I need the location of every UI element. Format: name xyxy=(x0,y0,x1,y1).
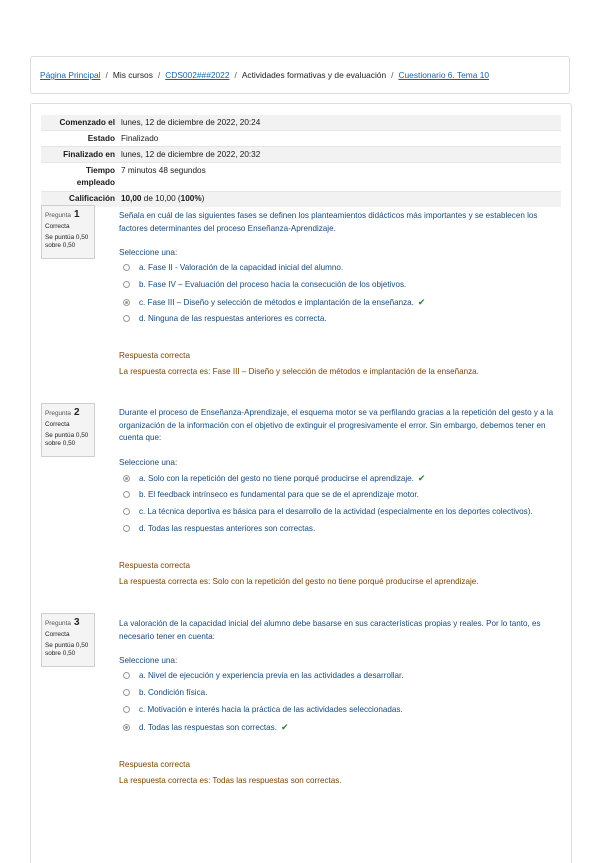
summary-row-started xyxy=(41,115,561,131)
answer-label: c. La técnica deportiva es básica para el desarrollo de la actividad (especialmente en los deportes colectivos). xyxy=(139,507,533,516)
summary-label: Comenzado el xyxy=(59,117,115,127)
breadcrumb-separator: / xyxy=(157,70,161,80)
question-number xyxy=(45,408,91,419)
answer-label: c. Fase III – Diseño y selección de métodos e implantación de la enseñanza. xyxy=(139,298,414,307)
feedback-text: La respuesta correcta es: Todas las respuestas son correctas. xyxy=(119,776,342,785)
question-number-value: 2 xyxy=(73,407,80,418)
answer-prompt: Seleccione una: xyxy=(119,656,178,665)
radio-button-selected[interactable] xyxy=(123,724,130,731)
question-label: Pregunta xyxy=(45,620,71,627)
answer-label: d. Todas las respuestas son correctas. xyxy=(139,723,277,732)
question-grade xyxy=(45,432,91,449)
check-icon: ✔ xyxy=(417,473,426,483)
summary-row-grade xyxy=(41,192,561,207)
question-label: Pregunta xyxy=(45,212,71,219)
question-label: Pregunta xyxy=(45,410,71,417)
feedback-title: Respuesta correcta xyxy=(119,760,190,769)
answer-option[interactable] xyxy=(123,473,425,484)
question-number xyxy=(45,618,91,629)
question-points-max: sobre 0,50 xyxy=(45,440,76,448)
question-text: La valoración de la capacidad inicial del alumno debe basarse en sus características propias y reales. Por lo tanto, es necesario tener en cuenta: xyxy=(119,619,541,641)
answer-prompt: Seleccione una: xyxy=(119,248,178,257)
question-text: Durante el proceso de Enseñanza-Aprendizaje, el esquema motor se va perfilando gracias a la repetición del gesto y a la organización de la información con el objetivo de extinguir el progresivamente el error. Sin embargo, debemos tener en cuenta que: xyxy=(119,408,554,443)
question-state: Correcta xyxy=(45,630,70,638)
summary-label-line: empleado xyxy=(76,178,115,187)
radio-button[interactable] xyxy=(123,281,130,288)
question-points: Se puntúa 0,50 xyxy=(45,641,89,649)
question-grade xyxy=(45,642,91,659)
breadcrumb-course-link[interactable]: CDS002###2022 xyxy=(165,70,230,80)
answer-option[interactable] xyxy=(123,688,207,697)
question-state: Correcta xyxy=(45,420,70,428)
answer-label: d. Todas las respuestas anteriores son correctas. xyxy=(139,524,316,533)
grade-percent: 100% xyxy=(180,194,202,203)
summary-label: Finalizado en xyxy=(63,149,115,159)
radio-button[interactable] xyxy=(123,689,130,696)
answer-option[interactable] xyxy=(123,263,343,272)
breadcrumb-separator: / xyxy=(105,70,108,80)
grade-of: de 10,00 ( xyxy=(143,194,181,203)
answer-label: b. El feedback intrínseco es fundamental para que se de el aprendizaje motor. xyxy=(139,490,419,499)
question-points-max: sobre 0,50 xyxy=(45,242,76,250)
answer-label: b. Fase IV – Evaluación del proceso hacia la consecución de los objetivos. xyxy=(139,280,407,289)
summary-row-finished xyxy=(41,147,561,163)
breadcrumb-quiz-link[interactable]: Cuestionario 6. Tema 10 xyxy=(398,70,490,80)
summary-row-time xyxy=(41,163,561,192)
breadcrumb-section: Actividades formativas y de evaluación xyxy=(241,70,387,80)
radio-button[interactable] xyxy=(123,508,130,515)
answer-option[interactable] xyxy=(123,671,404,680)
radio-button[interactable] xyxy=(123,525,130,532)
feedback-title: Respuesta correcta xyxy=(119,561,190,570)
answer-option[interactable] xyxy=(123,524,315,533)
summary-row-state xyxy=(41,131,561,147)
summary-label xyxy=(41,163,121,191)
question-info-box xyxy=(41,205,95,259)
question-info-box xyxy=(41,613,95,667)
radio-button[interactable] xyxy=(123,491,130,498)
feedback-text: La respuesta correcta es: Solo con la repetición del gesto no tiene porqué producirse el aprendizaje. xyxy=(119,577,479,586)
question-grade xyxy=(45,234,91,251)
question-state: Correcta xyxy=(45,222,70,230)
radio-button[interactable] xyxy=(123,315,130,322)
answer-option[interactable] xyxy=(123,705,403,714)
answer-label: a. Fase II - Valoración de la capacidad inicial del alumno. xyxy=(139,263,344,272)
summary-label: Estado xyxy=(87,133,115,143)
question-text: Señala en cuál de las siguientes fases se definen los planteamientos didácticos más importantes y se establecen los factores determinantes del proceso Enseñanza-Aprendizaje. xyxy=(119,211,538,233)
question-number-value: 1 xyxy=(73,209,80,220)
radio-button[interactable] xyxy=(123,264,130,271)
breadcrumb-separator: / xyxy=(234,70,237,80)
answer-option[interactable] xyxy=(123,722,289,733)
summary-label-line: Tiempo xyxy=(86,165,115,175)
attempt-summary-table xyxy=(41,115,561,207)
breadcrumb-card xyxy=(30,56,570,94)
answer-label: a. Solo con la repetición del gesto no tiene porqué producirse el aprendizaje. xyxy=(139,474,414,483)
breadcrumb-courses: Mis cursos xyxy=(112,70,153,80)
answer-label: b. Condición física. xyxy=(139,688,208,697)
answer-option[interactable] xyxy=(123,490,419,499)
feedback-text: La respuesta correcta es: Fase III – Diseño y selección de métodos e implantación de la enseñanza. xyxy=(119,367,479,376)
check-icon: ✔ xyxy=(417,297,426,307)
question-points: Se puntúa 0,50 xyxy=(45,233,89,241)
check-icon: ✔ xyxy=(280,722,289,732)
grade-close: ) xyxy=(201,194,205,203)
question-number xyxy=(45,210,91,221)
breadcrumb xyxy=(40,70,489,80)
answer-option[interactable] xyxy=(123,280,406,289)
answer-label: a. Nivel de ejecución y experiencia previa en las actividades a desarrollar. xyxy=(139,671,404,680)
question-number-value: 3 xyxy=(73,617,80,628)
answer-option[interactable] xyxy=(123,314,327,323)
question-points: Se puntúa 0,50 xyxy=(45,431,89,439)
summary-value: 7 minutos 48 segundos xyxy=(121,165,206,175)
breadcrumb-home-link[interactable]: Página Principal xyxy=(40,70,101,80)
radio-button[interactable] xyxy=(123,672,130,679)
answer-option[interactable] xyxy=(123,297,425,308)
question-points-max: sobre 0,50 xyxy=(45,650,76,658)
summary-value: lunes, 12 de diciembre de 2022, 20:24 xyxy=(121,117,261,127)
breadcrumb-separator: / xyxy=(391,70,394,80)
answer-label: d. Ninguna de las respuestas anteriores es correcta. xyxy=(139,314,327,323)
answer-label: c. Motivación e interés hacia la práctica de las actividades seleccionadas. xyxy=(139,705,403,714)
question-info-box xyxy=(41,403,95,457)
feedback-title: Respuesta correcta xyxy=(119,351,190,360)
quiz-review-card xyxy=(30,103,572,863)
summary-label: Calificación xyxy=(69,194,115,203)
summary-value xyxy=(121,192,561,207)
radio-button-selected[interactable] xyxy=(123,475,130,482)
summary-value: Finalizado xyxy=(121,133,159,143)
grade-score: 10,00 xyxy=(121,194,142,203)
answer-prompt: Seleccione una: xyxy=(119,458,178,467)
summary-value: lunes, 12 de diciembre de 2022, 20:32 xyxy=(121,149,261,159)
radio-button[interactable] xyxy=(123,706,130,713)
radio-button-selected[interactable] xyxy=(123,299,130,306)
answer-option[interactable] xyxy=(123,507,533,516)
